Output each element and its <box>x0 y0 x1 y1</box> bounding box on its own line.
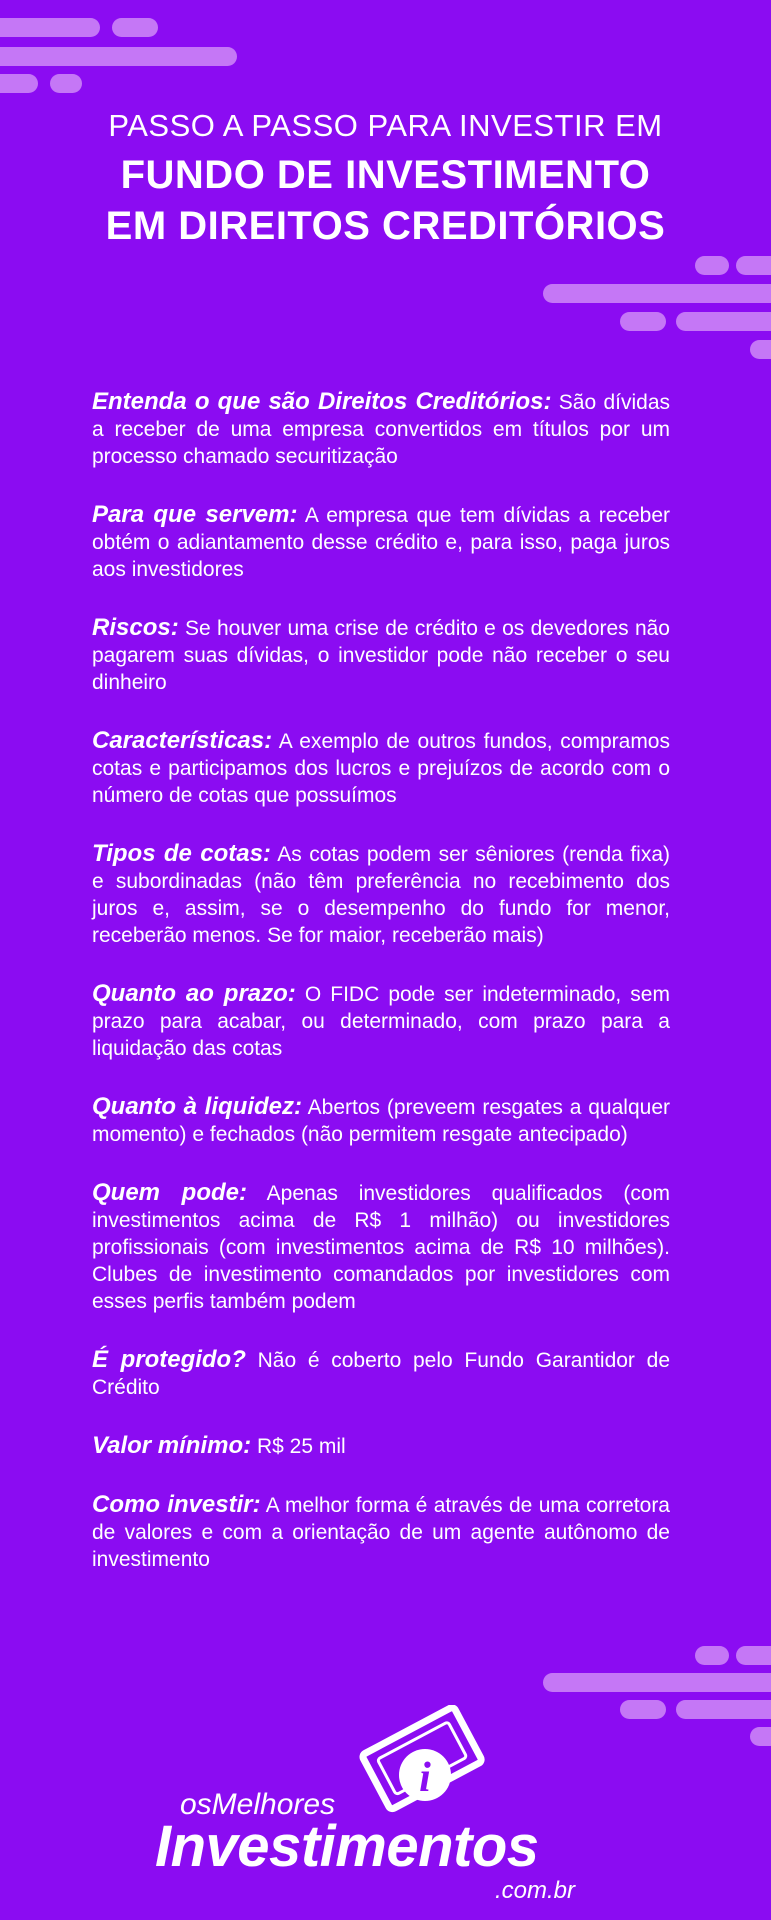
page-subtitle: PASSO A PASSO PARA INVESTIR EM <box>108 108 663 143</box>
step-item <box>92 840 670 949</box>
step-item <box>92 1346 670 1401</box>
step-label: Quanto ao prazo: <box>92 980 296 1007</box>
decorative-bar <box>0 47 237 66</box>
step-text: As cotas podem ser sêniores (renda fixa) e subordinadas (não têm preferência no recebimento dos juros e, assim, se o desempenho do fundo for menor, receberão menos. Se for maior, receberão mais) <box>92 843 671 947</box>
decorative-bar <box>0 74 38 93</box>
step-label: Riscos: <box>92 614 179 641</box>
decorative-bar <box>112 18 158 37</box>
decorative-bar <box>676 1700 771 1719</box>
step-label: Valor mínimo: <box>92 1432 252 1459</box>
step-text: A exemplo de outros fundos, compramos cotas e participamos dos lucros e prejuízos de acordo com o número de cotas que possuímos <box>92 730 670 807</box>
step-label: Quem pode: <box>92 1179 247 1206</box>
step-label: Entenda o que são Direitos Creditórios: <box>92 388 552 415</box>
step-text: O FIDC pode ser indeterminado, sem prazo para acabar, ou determinado, com prazo para a liquidação das cotas <box>92 983 670 1060</box>
logo-domain: .com.br <box>495 1877 576 1904</box>
page-header <box>0 108 771 252</box>
decorative-bar <box>750 1727 771 1746</box>
step-item <box>92 727 670 809</box>
decorative-bar <box>620 312 666 331</box>
step-text: Abertos (preveem resgates a qualquer momento) e fechados (não permitem resgate antecipado) <box>92 1096 670 1146</box>
steps-list <box>92 388 670 1604</box>
step-item <box>92 1093 670 1148</box>
step-item <box>92 980 670 1062</box>
banknote-icon <box>353 1705 493 1815</box>
step-label: Para que servem: <box>92 501 298 528</box>
step-item <box>92 501 670 583</box>
step-item <box>92 388 670 470</box>
decorative-bar <box>620 1700 666 1719</box>
logo-mark-letter: i <box>419 1755 431 1801</box>
decorative-bar <box>750 340 771 359</box>
step-text: A melhor forma é através de uma corretora de valores e com a orientação de um agente autônomo de investimento <box>92 1494 670 1571</box>
step-label: Quanto à liquidez: <box>92 1093 302 1120</box>
decorative-bar <box>543 1673 771 1692</box>
step-text: Se houver uma crise de crédito e os devedores não pagarem suas dívidas, o investidor pode não receber o seu dinheiro <box>92 617 670 694</box>
step-label: Tipos de cotas: <box>92 840 271 867</box>
decorative-bar <box>543 284 771 303</box>
step-label: Características: <box>92 727 273 754</box>
decorative-bar <box>0 18 100 37</box>
step-label: Como investir: <box>92 1491 261 1518</box>
step-text: Não é coberto pelo Fundo Garantidor de Crédito <box>92 1349 670 1399</box>
page-title-line-1: FUNDO DE INVESTIMENTO <box>120 153 651 197</box>
step-text: Apenas investidores qualificados (com investimentos acima de R$ 1 milhão) ou investidores profissionais (com investimentos acima de R$ 10 milhões). Clubes de investimento comandados por investidores com esses perfis também podem <box>92 1182 670 1313</box>
logo-line-2: Investimentos <box>155 1814 539 1879</box>
decorative-bar <box>676 312 771 331</box>
decorative-bar <box>736 256 771 275</box>
page-title-line-2: EM DIREITOS CREDITÓRIOS <box>105 204 666 248</box>
step-text: A empresa que tem dívidas a receber obtém o adiantamento desse crédito e, para isso, paga juros aos investidores <box>92 504 670 581</box>
decorative-bar <box>695 1646 729 1665</box>
step-item <box>92 614 670 696</box>
step-text: São dívidas a receber de uma empresa convertidos em títulos por um processo chamado securitização <box>92 391 671 468</box>
decorative-bar <box>736 1646 771 1665</box>
decorative-bar <box>695 256 729 275</box>
step-item <box>92 1432 670 1460</box>
step-item <box>92 1491 670 1573</box>
page-title <box>0 150 771 252</box>
logo-line-1: osMelhores <box>180 1788 336 1821</box>
step-label: É protegido? <box>92 1346 246 1373</box>
step-item <box>92 1179 670 1315</box>
step-text: R$ 25 mil <box>251 1435 346 1458</box>
decorative-bar <box>50 74 82 93</box>
brand-logo <box>145 1705 625 1904</box>
